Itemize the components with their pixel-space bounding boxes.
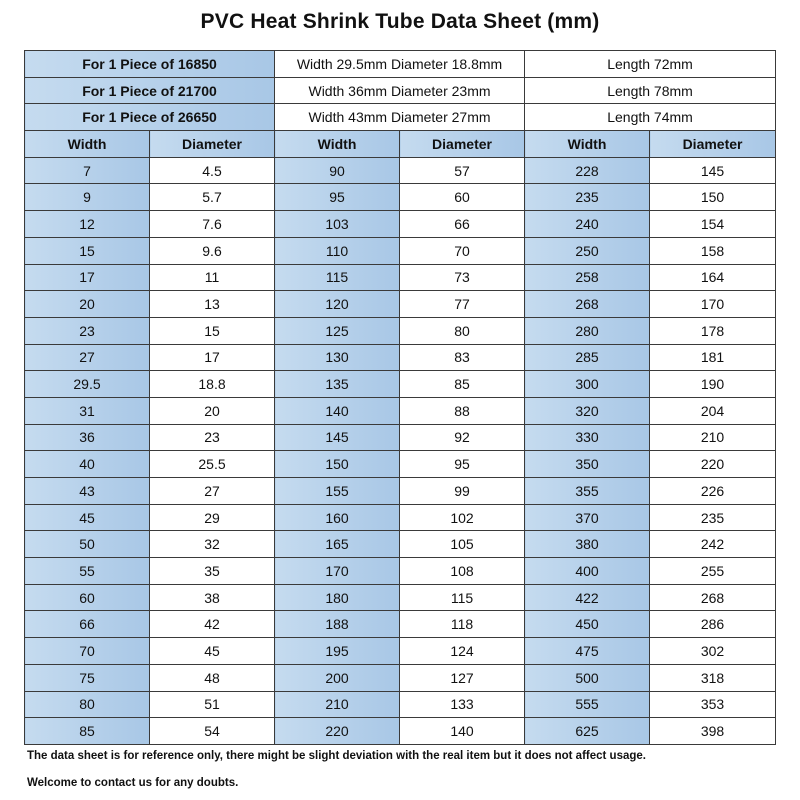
diameter-cell: 302: [650, 638, 776, 665]
width-cell: 12: [25, 211, 150, 238]
width-cell: 135: [275, 371, 400, 398]
piece-length: Length 72mm: [525, 51, 776, 78]
table-row: [25, 397, 776, 424]
width-cell: 36: [25, 424, 150, 451]
table-row: [25, 718, 776, 745]
column-header: Width: [25, 131, 150, 158]
diameter-cell: 108: [400, 558, 525, 585]
diameter-cell: 150: [650, 184, 776, 211]
width-cell: 170: [275, 558, 400, 585]
diameter-cell: 124: [400, 638, 525, 665]
width-cell: 320: [525, 397, 650, 424]
width-cell: 45: [25, 504, 150, 531]
diameter-cell: 15: [150, 317, 275, 344]
diameter-cell: 286: [650, 611, 776, 638]
diameter-cell: 5.7: [150, 184, 275, 211]
diameter-cell: 38: [150, 584, 275, 611]
table-row: [25, 211, 776, 238]
diameter-cell: 226: [650, 478, 776, 505]
piece-row: [25, 77, 776, 104]
table-row: [25, 424, 776, 451]
diameter-cell: 27: [150, 478, 275, 505]
diameter-cell: 181: [650, 344, 776, 371]
width-cell: 180: [275, 584, 400, 611]
width-cell: 400: [525, 558, 650, 585]
column-header: Diameter: [150, 131, 275, 158]
diameter-cell: 204: [650, 397, 776, 424]
width-cell: 228: [525, 157, 650, 184]
contact-note: Welcome to contact us for any doubts.: [27, 777, 239, 789]
width-cell: 285: [525, 344, 650, 371]
table-row: [25, 664, 776, 691]
width-cell: 17: [25, 264, 150, 291]
table-row: [25, 157, 776, 184]
diameter-cell: 45: [150, 638, 275, 665]
diameter-cell: 18.8: [150, 371, 275, 398]
width-cell: 140: [275, 397, 400, 424]
table-row: [25, 611, 776, 638]
piece-label: For 1 Piece of 21700: [25, 77, 275, 104]
width-cell: 380: [525, 531, 650, 558]
diameter-cell: 170: [650, 291, 776, 318]
width-cell: 350: [525, 451, 650, 478]
width-cell: 240: [525, 211, 650, 238]
width-cell: 130: [275, 344, 400, 371]
diameter-cell: 95: [400, 451, 525, 478]
diameter-cell: 80: [400, 317, 525, 344]
width-cell: 23: [25, 317, 150, 344]
diameter-cell: 158: [650, 237, 776, 264]
diameter-cell: 51: [150, 691, 275, 718]
width-cell: 27: [25, 344, 150, 371]
diameter-cell: 235: [650, 504, 776, 531]
piece-size: Width 29.5mm Diameter 18.8mm: [275, 51, 525, 78]
width-cell: 422: [525, 584, 650, 611]
width-cell: 80: [25, 691, 150, 718]
page-title: PVC Heat Shrink Tube Data Sheet (mm): [200, 10, 600, 33]
diameter-cell: 164: [650, 264, 776, 291]
column-header: Diameter: [650, 131, 776, 158]
diameter-cell: 48: [150, 664, 275, 691]
width-cell: 300: [525, 371, 650, 398]
piece-size: Width 36mm Diameter 23mm: [275, 77, 525, 104]
diameter-cell: 210: [650, 424, 776, 451]
diameter-cell: 11: [150, 264, 275, 291]
column-header-row: [25, 131, 776, 158]
diameter-cell: 42: [150, 611, 275, 638]
width-cell: 9: [25, 184, 150, 211]
disclaimer-note: The data sheet is for reference only, there might be slight deviation with the real item but it does not affect usage.: [27, 750, 646, 762]
width-cell: 120: [275, 291, 400, 318]
diameter-cell: 105: [400, 531, 525, 558]
width-cell: 115: [275, 264, 400, 291]
diameter-cell: 268: [650, 584, 776, 611]
width-cell: 7: [25, 157, 150, 184]
table-row: [25, 558, 776, 585]
width-cell: 40: [25, 451, 150, 478]
diameter-cell: 127: [400, 664, 525, 691]
piece-length: Length 74mm: [525, 104, 776, 131]
column-header: Width: [275, 131, 400, 158]
width-cell: 370: [525, 504, 650, 531]
width-cell: 125: [275, 317, 400, 344]
piece-length: Length 78mm: [525, 77, 776, 104]
width-cell: 43: [25, 478, 150, 505]
diameter-cell: 255: [650, 558, 776, 585]
piece-row: [25, 51, 776, 78]
diameter-cell: 32: [150, 531, 275, 558]
diameter-cell: 102: [400, 504, 525, 531]
table-row: [25, 291, 776, 318]
diameter-cell: 115: [400, 584, 525, 611]
width-cell: 50: [25, 531, 150, 558]
diameter-cell: 17: [150, 344, 275, 371]
table-row: [25, 371, 776, 398]
column-header: Width: [525, 131, 650, 158]
diameter-cell: 140: [400, 718, 525, 745]
width-cell: 165: [275, 531, 400, 558]
diameter-cell: 145: [650, 157, 776, 184]
width-cell: 155: [275, 478, 400, 505]
diameter-cell: 318: [650, 664, 776, 691]
diameter-cell: 118: [400, 611, 525, 638]
table-row: [25, 478, 776, 505]
width-cell: 90: [275, 157, 400, 184]
diameter-cell: 242: [650, 531, 776, 558]
width-cell: 200: [275, 664, 400, 691]
width-cell: 145: [275, 424, 400, 451]
width-cell: 555: [525, 691, 650, 718]
width-cell: 258: [525, 264, 650, 291]
width-cell: 110: [275, 237, 400, 264]
diameter-cell: 154: [650, 211, 776, 238]
width-cell: 95: [275, 184, 400, 211]
diameter-cell: 99: [400, 478, 525, 505]
diameter-cell: 13: [150, 291, 275, 318]
diameter-cell: 353: [650, 691, 776, 718]
width-cell: 195: [275, 638, 400, 665]
data-sheet-table: [24, 50, 776, 745]
diameter-cell: 83: [400, 344, 525, 371]
table-row: [25, 264, 776, 291]
width-cell: 15: [25, 237, 150, 264]
diameter-cell: 178: [650, 317, 776, 344]
diameter-cell: 23: [150, 424, 275, 451]
width-cell: 60: [25, 584, 150, 611]
table-row: [25, 531, 776, 558]
width-cell: 500: [525, 664, 650, 691]
diameter-cell: 220: [650, 451, 776, 478]
width-cell: 625: [525, 718, 650, 745]
diameter-cell: 57: [400, 157, 525, 184]
piece-label: For 1 Piece of 16850: [25, 51, 275, 78]
width-cell: 75: [25, 664, 150, 691]
diameter-cell: 35: [150, 558, 275, 585]
width-cell: 160: [275, 504, 400, 531]
diameter-cell: 190: [650, 371, 776, 398]
width-cell: 29.5: [25, 371, 150, 398]
table-row: [25, 504, 776, 531]
width-cell: 188: [275, 611, 400, 638]
column-header: Diameter: [400, 131, 525, 158]
width-cell: 355: [525, 478, 650, 505]
width-cell: 268: [525, 291, 650, 318]
table-row: [25, 638, 776, 665]
width-cell: 475: [525, 638, 650, 665]
diameter-cell: 66: [400, 211, 525, 238]
diameter-cell: 54: [150, 718, 275, 745]
piece-size: Width 43mm Diameter 27mm: [275, 104, 525, 131]
width-cell: 70: [25, 638, 150, 665]
diameter-cell: 25.5: [150, 451, 275, 478]
width-cell: 330: [525, 424, 650, 451]
diameter-cell: 9.6: [150, 237, 275, 264]
width-cell: 31: [25, 397, 150, 424]
diameter-cell: 88: [400, 397, 525, 424]
width-cell: 210: [275, 691, 400, 718]
table-row: [25, 691, 776, 718]
diameter-cell: 7.6: [150, 211, 275, 238]
diameter-cell: 4.5: [150, 157, 275, 184]
width-cell: 66: [25, 611, 150, 638]
table-row: [25, 317, 776, 344]
diameter-cell: 70: [400, 237, 525, 264]
diameter-cell: 133: [400, 691, 525, 718]
width-cell: 220: [275, 718, 400, 745]
table-row: [25, 344, 776, 371]
width-cell: 20: [25, 291, 150, 318]
diameter-cell: 92: [400, 424, 525, 451]
table-row: [25, 184, 776, 211]
diameter-cell: 60: [400, 184, 525, 211]
diameter-cell: 398: [650, 718, 776, 745]
width-cell: 150: [275, 451, 400, 478]
table-row: [25, 451, 776, 478]
diameter-cell: 20: [150, 397, 275, 424]
diameter-cell: 73: [400, 264, 525, 291]
piece-label: For 1 Piece of 26650: [25, 104, 275, 131]
diameter-cell: 77: [400, 291, 525, 318]
table-row: [25, 584, 776, 611]
width-cell: 450: [525, 611, 650, 638]
diameter-cell: 29: [150, 504, 275, 531]
width-cell: 85: [25, 718, 150, 745]
width-cell: 250: [525, 237, 650, 264]
piece-row: [25, 104, 776, 131]
width-cell: 235: [525, 184, 650, 211]
diameter-cell: 85: [400, 371, 525, 398]
width-cell: 280: [525, 317, 650, 344]
width-cell: 55: [25, 558, 150, 585]
table-row: [25, 237, 776, 264]
width-cell: 103: [275, 211, 400, 238]
